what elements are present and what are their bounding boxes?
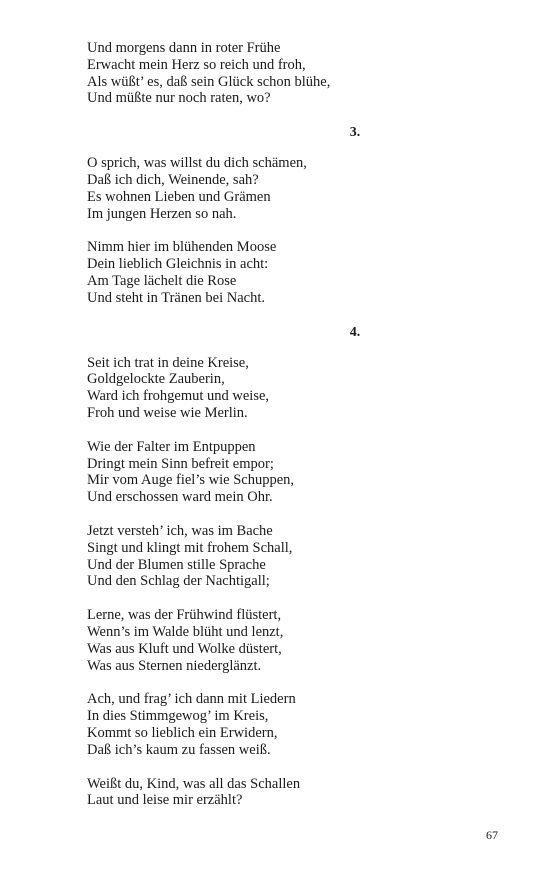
verse-line: Wie der Falter im Entpuppen — [87, 438, 256, 455]
verse-line: Singt und klingt mit frohem Schall, — [87, 539, 293, 556]
verse-line: Was aus Sternen niederglänzt. — [87, 657, 262, 674]
verse-line: Nimm hier im blühenden Moose — [87, 239, 277, 256]
verse-line: Weißt du, Kind, was all das Schallen — [87, 775, 301, 792]
verse-line: Goldgelockte Zauberin, — [87, 371, 225, 388]
verse-line: Froh und weise wie Merlin. — [87, 404, 248, 421]
section-number: 4. — [349, 324, 361, 340]
verse-line: Es wohnen Lieben und Grämen — [87, 188, 271, 205]
verse-line: Und erschossen ward mein Ohr. — [87, 489, 273, 506]
verse-line: Daß ich’s kaum zu fassen weiß. — [87, 741, 271, 758]
verse-line: Im jungen Herzen so nah. — [87, 205, 237, 222]
page-number: 67 — [486, 828, 498, 842]
verse-line: Und der Blumen stille Sprache — [87, 556, 266, 573]
stanza — [87, 776, 507, 810]
poem-text — [87, 40, 507, 826]
verse-line: Ach, und frag’ ich dann mit Liedern — [87, 691, 296, 708]
verse-line: Daß ich dich, Weinende, sah? — [87, 171, 259, 188]
verse-line: Ward ich frohgemut und weise, — [87, 388, 270, 405]
verse-line: Und den Schlag der Nachtigall; — [87, 573, 270, 590]
stanza — [87, 355, 507, 422]
stanza — [87, 239, 507, 306]
stanza — [87, 523, 507, 590]
verse-line: Erwacht mein Herz so reich und froh, — [87, 56, 306, 73]
verse-line: Dein lieblich Gleichnis in acht: — [87, 256, 269, 273]
verse-line: Wenn’s im Walde blüht und lenzt, — [87, 623, 284, 640]
stanza — [87, 155, 507, 222]
verse-line: Und morgens dann in roter Frühe — [87, 40, 281, 56]
verse-line: Und müßte nur noch raten, wo? — [87, 90, 271, 107]
verse-line: Und steht in Tränen bei Nacht. — [87, 289, 266, 306]
verse-line: Jetzt versteh’ ich, was im Bache — [87, 522, 273, 539]
verse-line: Seit ich trat in deine Kreise, — [87, 354, 249, 371]
verse-line: Lerne, was der Frühwind flüstert, — [87, 607, 282, 624]
verse-line: Dringt mein Sinn befreit empor; — [87, 455, 274, 472]
stanza — [87, 691, 507, 758]
verse-line: Was aus Kluft und Wolke düstert, — [87, 640, 282, 657]
stanza — [87, 40, 507, 107]
stanza — [87, 607, 507, 674]
verse-line: Mir vom Auge fiel’s wie Schuppen, — [87, 472, 295, 489]
verse-line: Kommt so lieblich ein Erwidern, — [87, 724, 278, 741]
verse-line: Laut und leise mir erzählt? — [87, 792, 243, 809]
verse-line: O sprich, was willst du dich schämen, — [87, 155, 307, 172]
verse-line: In dies Stimmgewog’ im Kreis, — [87, 708, 269, 725]
verse-line: Am Tage lächelt die Rose — [87, 272, 237, 289]
verse-line: Als wüßt’ es, daß sein Glück schon blühe, — [87, 73, 331, 90]
section-number: 3. — [349, 125, 361, 141]
stanza — [87, 439, 507, 506]
